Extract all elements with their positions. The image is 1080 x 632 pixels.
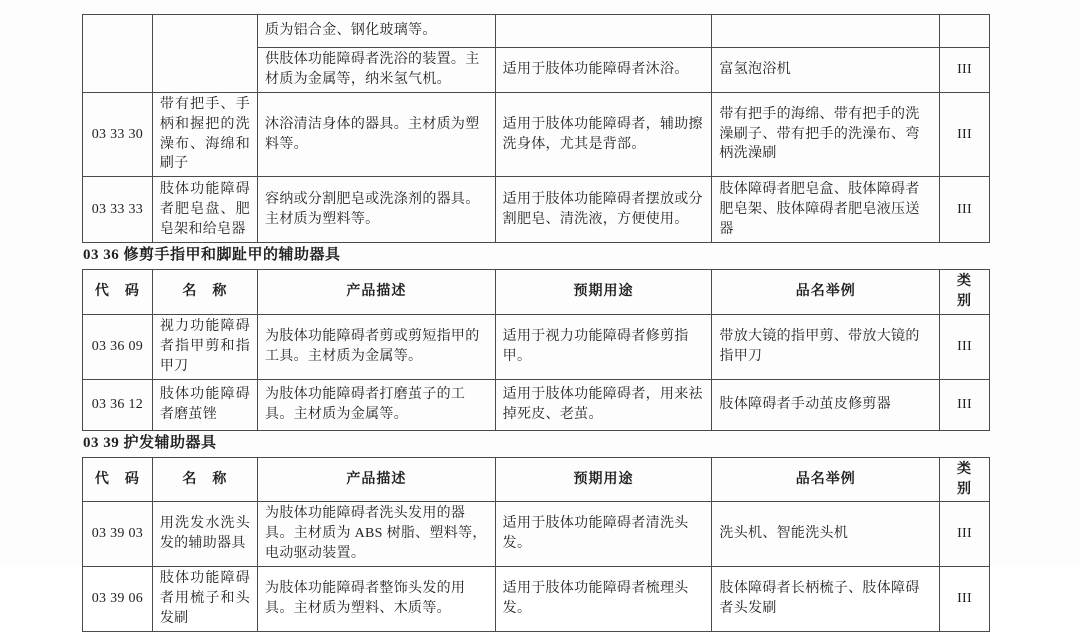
- table-row: [83, 379, 990, 430]
- table-03-36: [82, 269, 990, 430]
- cell-product-description: 质为铝合金、钢化玻璃等。: [258, 15, 496, 48]
- column-header-examples: 品名举例: [712, 457, 940, 502]
- section-title-03-36: 03 36 修剪手指甲和脚趾甲的辅助器具: [83, 247, 341, 264]
- cell-intended-use: 适用于肢体功能障碍者摆放或分割肥皂、清洗液，方便使用。: [495, 177, 712, 243]
- table-row: [83, 92, 990, 177]
- cell-product-examples: 洗头机、智能洗头机: [712, 502, 940, 567]
- column-header-name: 名 称: [152, 270, 257, 315]
- cell-class: III: [940, 48, 990, 93]
- cell-product-description: 为肢体功能障碍者洗头发用的器具。主材质为 ABS 树脂、塑料等，电动驱动装置。: [258, 502, 496, 567]
- cell-name: 肢体功能障碍者用梳子和头发刷: [152, 567, 257, 632]
- cell-code: 03 33 30: [83, 92, 153, 177]
- cell-product-description: 为肢体功能障碍者整饰头发的用具。主材质为塑料、木质等。: [258, 567, 496, 632]
- cell-name-empty: [152, 15, 257, 93]
- cell-class: [940, 15, 990, 48]
- cell-class: III: [940, 92, 990, 177]
- table-row: [83, 502, 990, 567]
- cell-code: 03 36 12: [83, 379, 153, 430]
- cell-product-examples: 富氢泡浴机: [712, 48, 940, 93]
- column-header-description: 产品描述: [258, 270, 496, 315]
- cell-name: 用洗发水洗头发的辅助器具: [152, 502, 257, 567]
- cell-product-examples: 肢体障碍者肥皂盒、肢体障碍者肥皂架、肢体障碍者肥皂液压送器: [712, 177, 940, 243]
- cell-class: III: [940, 315, 990, 380]
- cell-product-examples: 肢体障碍者长柄梳子、肢体障碍者头发刷: [712, 567, 940, 632]
- cell-product-description: 沐浴清洁身体的器具。主材质为塑料等。: [258, 92, 496, 177]
- cell-name: 肢体功能障碍者肥皂盘、肥皂架和给皂器: [152, 177, 257, 243]
- cell-class: III: [940, 379, 990, 430]
- table-row: [83, 15, 990, 48]
- cell-code: 03 33 33: [83, 177, 153, 243]
- section-title-03-39: 03 39 护发辅助器具: [83, 434, 217, 451]
- cell-code: 03 36 09: [83, 315, 153, 380]
- cell-name: 肢体功能障碍者磨茧锉: [152, 379, 257, 430]
- cell-class: III: [940, 567, 990, 632]
- column-header-intended-use: 预期用途: [495, 270, 712, 315]
- cell-class: III: [940, 502, 990, 567]
- cell-product-examples: 肢体障碍者手动茧皮修剪器: [712, 379, 940, 430]
- table-03-39: [82, 457, 990, 632]
- column-header-code: 代 码: [83, 270, 153, 315]
- cell-code: 03 39 03: [83, 502, 153, 567]
- cell-product-description: 容纳或分割肥皂或洗涤剂的器具。主材质为塑料等。: [258, 177, 496, 243]
- cell-name: 视力功能障碍者指甲剪和指甲刀: [152, 315, 257, 380]
- column-header-description: 产品描述: [258, 457, 496, 502]
- cell-intended-use: 适用于肢体功能障碍者梳理头发。: [495, 567, 712, 632]
- cell-product-examples: 带有把手的海绵、带有把手的洗澡刷子、带有把手的洗澡布、弯柄洗澡刷: [712, 92, 940, 177]
- cell-intended-use: 适用于肢体功能障碍者沐浴。: [495, 48, 712, 93]
- cell-product-description: 为肢体功能障碍者打磨茧子的工具。主材质为金属等。: [258, 379, 496, 430]
- column-header-intended-use: 预期用途: [495, 457, 712, 502]
- column-header-class: 类 别: [940, 457, 990, 502]
- cell-product-description: 为肢体功能障碍者剪或剪短指甲的工具。主材质为金属等。: [258, 315, 496, 380]
- cell-intended-use: 适用于肢体功能障碍者，辅助擦洗身体，尤其是背部。: [495, 92, 712, 177]
- cell-product-examples: [712, 15, 940, 48]
- cell-name: 带有把手、手柄和握把的洗澡布、海绵和刷子: [152, 92, 257, 177]
- cell-product-examples: 带放大镜的指甲剪、带放大镜的指甲刀: [712, 315, 940, 380]
- cell-code: 03 39 06: [83, 567, 153, 632]
- cell-product-description: 供肢体功能障碍者洗浴的装置。主材质为金属等，纳米氢气机。: [258, 48, 496, 93]
- column-header-examples: 品名举例: [712, 270, 940, 315]
- cell-intended-use: 适用于肢体功能障碍者清洗头发。: [495, 502, 712, 567]
- table-row: [83, 567, 990, 632]
- column-header-class: 类 别: [940, 270, 990, 315]
- table-row: [83, 177, 990, 243]
- table-03-33-continuation: [82, 14, 990, 243]
- cell-intended-use: [495, 15, 712, 48]
- column-header-name: 名 称: [152, 457, 257, 502]
- cell-class: III: [940, 177, 990, 243]
- cell-code-empty: [83, 15, 153, 93]
- column-header-code: 代 码: [83, 457, 153, 502]
- table-header-row: [83, 270, 990, 315]
- cell-intended-use: 适用于肢体功能障碍者，用来祛掉死皮、老茧。: [495, 379, 712, 430]
- table-row: [83, 315, 990, 380]
- cell-intended-use: 适用于视力功能障碍者修剪指甲。: [495, 315, 712, 380]
- table-header-row: [83, 457, 990, 502]
